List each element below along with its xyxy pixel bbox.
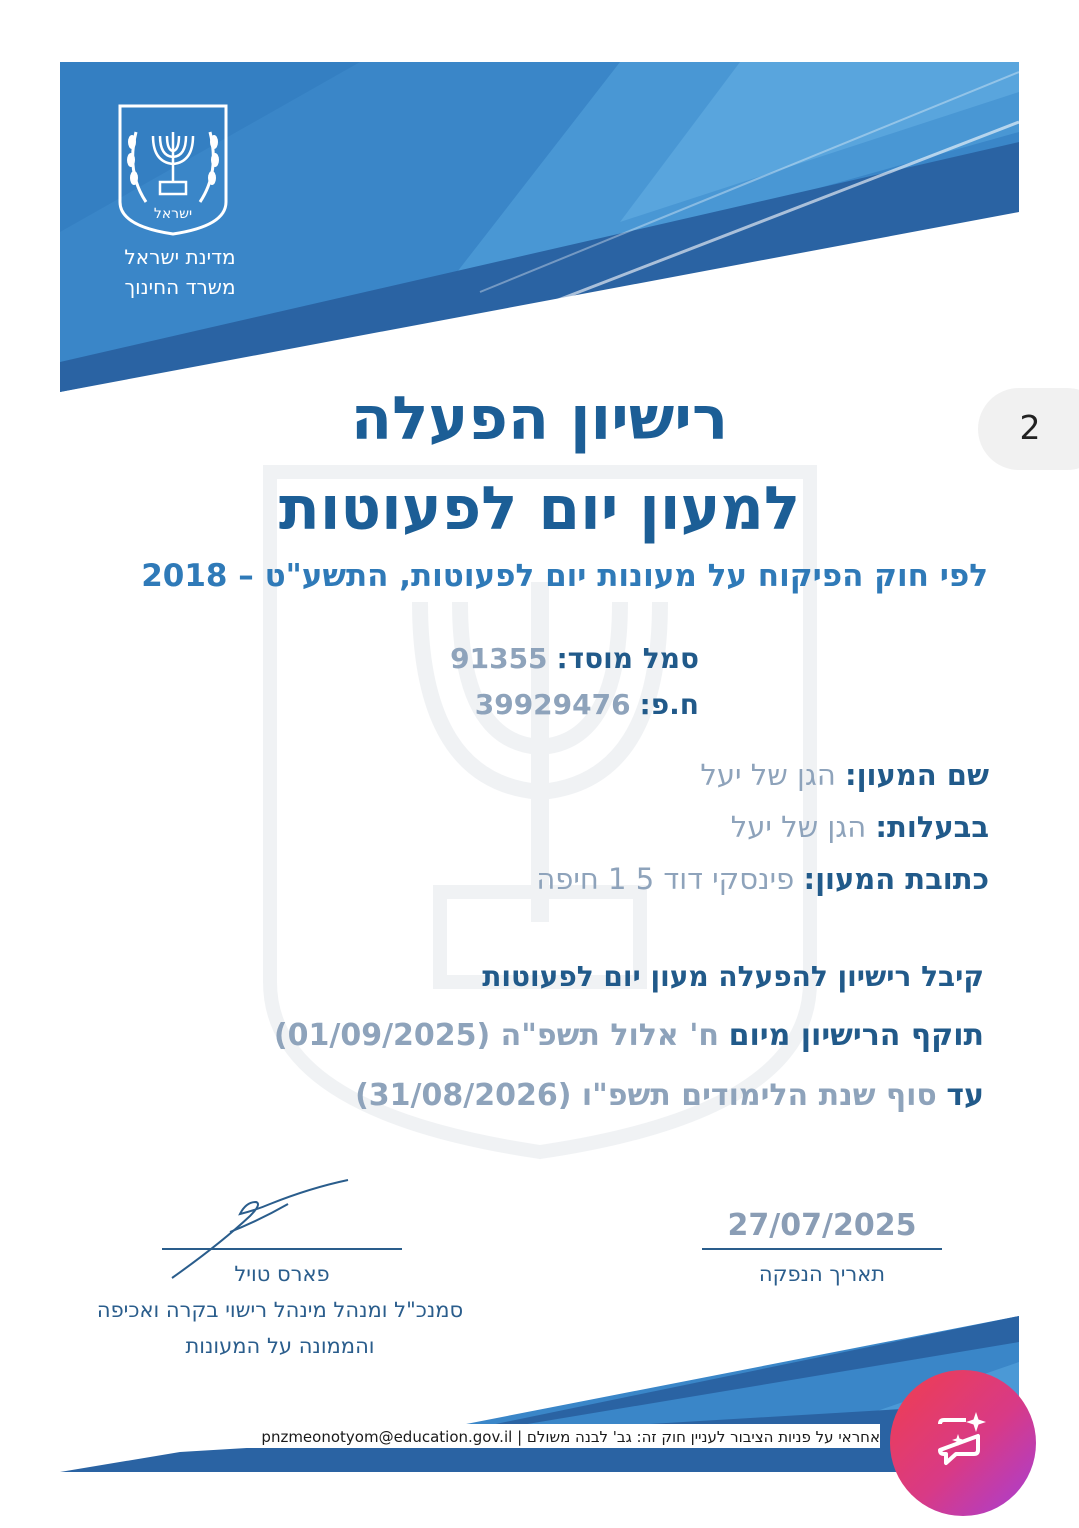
daycare-name-row [700, 758, 989, 792]
bottom-banner [60, 1302, 1019, 1472]
signer-role-line1: סמנכ"ל ומנהל מינהל רישוי בקרה ואכיפה [96, 1298, 464, 1322]
ai-assistant-button[interactable] [890, 1370, 1036, 1516]
institution-code-value: 91355 [450, 642, 548, 675]
license-until-label: עד [946, 1078, 984, 1113]
page-number: 2 [1019, 408, 1041, 447]
signer-name: פארס טויל [234, 1262, 330, 1286]
license-valid-value: ח' אלול תשפ"ה (01/09/2025) [273, 1018, 720, 1053]
issue-date-line [702, 1248, 942, 1250]
daycare-name-value: הגן של יעל [700, 758, 836, 792]
license-document [60, 62, 1019, 1472]
license-until-value: סוף שנת הלימודים תשפ"ו (31/08/2026) [355, 1078, 937, 1113]
license-received-row [482, 960, 984, 993]
emblem-text: ישראל [153, 206, 193, 222]
org-line-ministry: משרד החינוך [124, 275, 236, 299]
owner-value: הגן של יעל [730, 810, 867, 844]
company-number-value: 39929476 [474, 688, 631, 721]
address-value: פינסקי דוד 5 1 חיפה [536, 862, 795, 896]
sparkle-chat-icon [932, 1410, 992, 1470]
signature-line [162, 1248, 402, 1250]
title-daycare: למעון יום לפעוטות [278, 474, 801, 544]
signer-role-line2: והממונה על המעונות [185, 1334, 375, 1358]
institution-code-row [450, 642, 699, 675]
subtitle-law: לפי חוק הפיקוח על מעונות יום לפעוטות, התשע"ט – 2018 [141, 558, 988, 594]
title-license: רישיון הפעלה [350, 384, 729, 454]
issue-date-value: 27/07/2025 [727, 1208, 917, 1243]
company-number-label: ח.פ: [639, 688, 699, 721]
institution-code-label: סמל מוסד: [556, 642, 699, 675]
address-label: כתובת המעון: [803, 862, 989, 896]
address-row [536, 862, 989, 896]
owner-label: בבעלות: [875, 810, 989, 844]
state-emblem-icon [116, 102, 230, 238]
org-name [90, 242, 270, 302]
footer-contact: אחראי על פניות הציבור לעניין חוק זה: גב' לבנה משולם | pnzmeonotyom@education.gov.il [261, 1428, 880, 1446]
license-valid-row [274, 1018, 984, 1053]
org-line-state: מדינת ישראל [124, 245, 236, 269]
daycare-name-label: שם המעון: [844, 758, 989, 792]
license-until-row [355, 1078, 984, 1113]
owner-row [731, 810, 989, 844]
license-valid-label: תוקף הרישיון מיום [728, 1018, 984, 1053]
company-number-row [475, 688, 699, 721]
license-received-text: קיבל רישיון להפעלה מעון יום לפעוטות [482, 960, 984, 993]
issue-date-label: תאריך הנפקה [758, 1262, 886, 1286]
